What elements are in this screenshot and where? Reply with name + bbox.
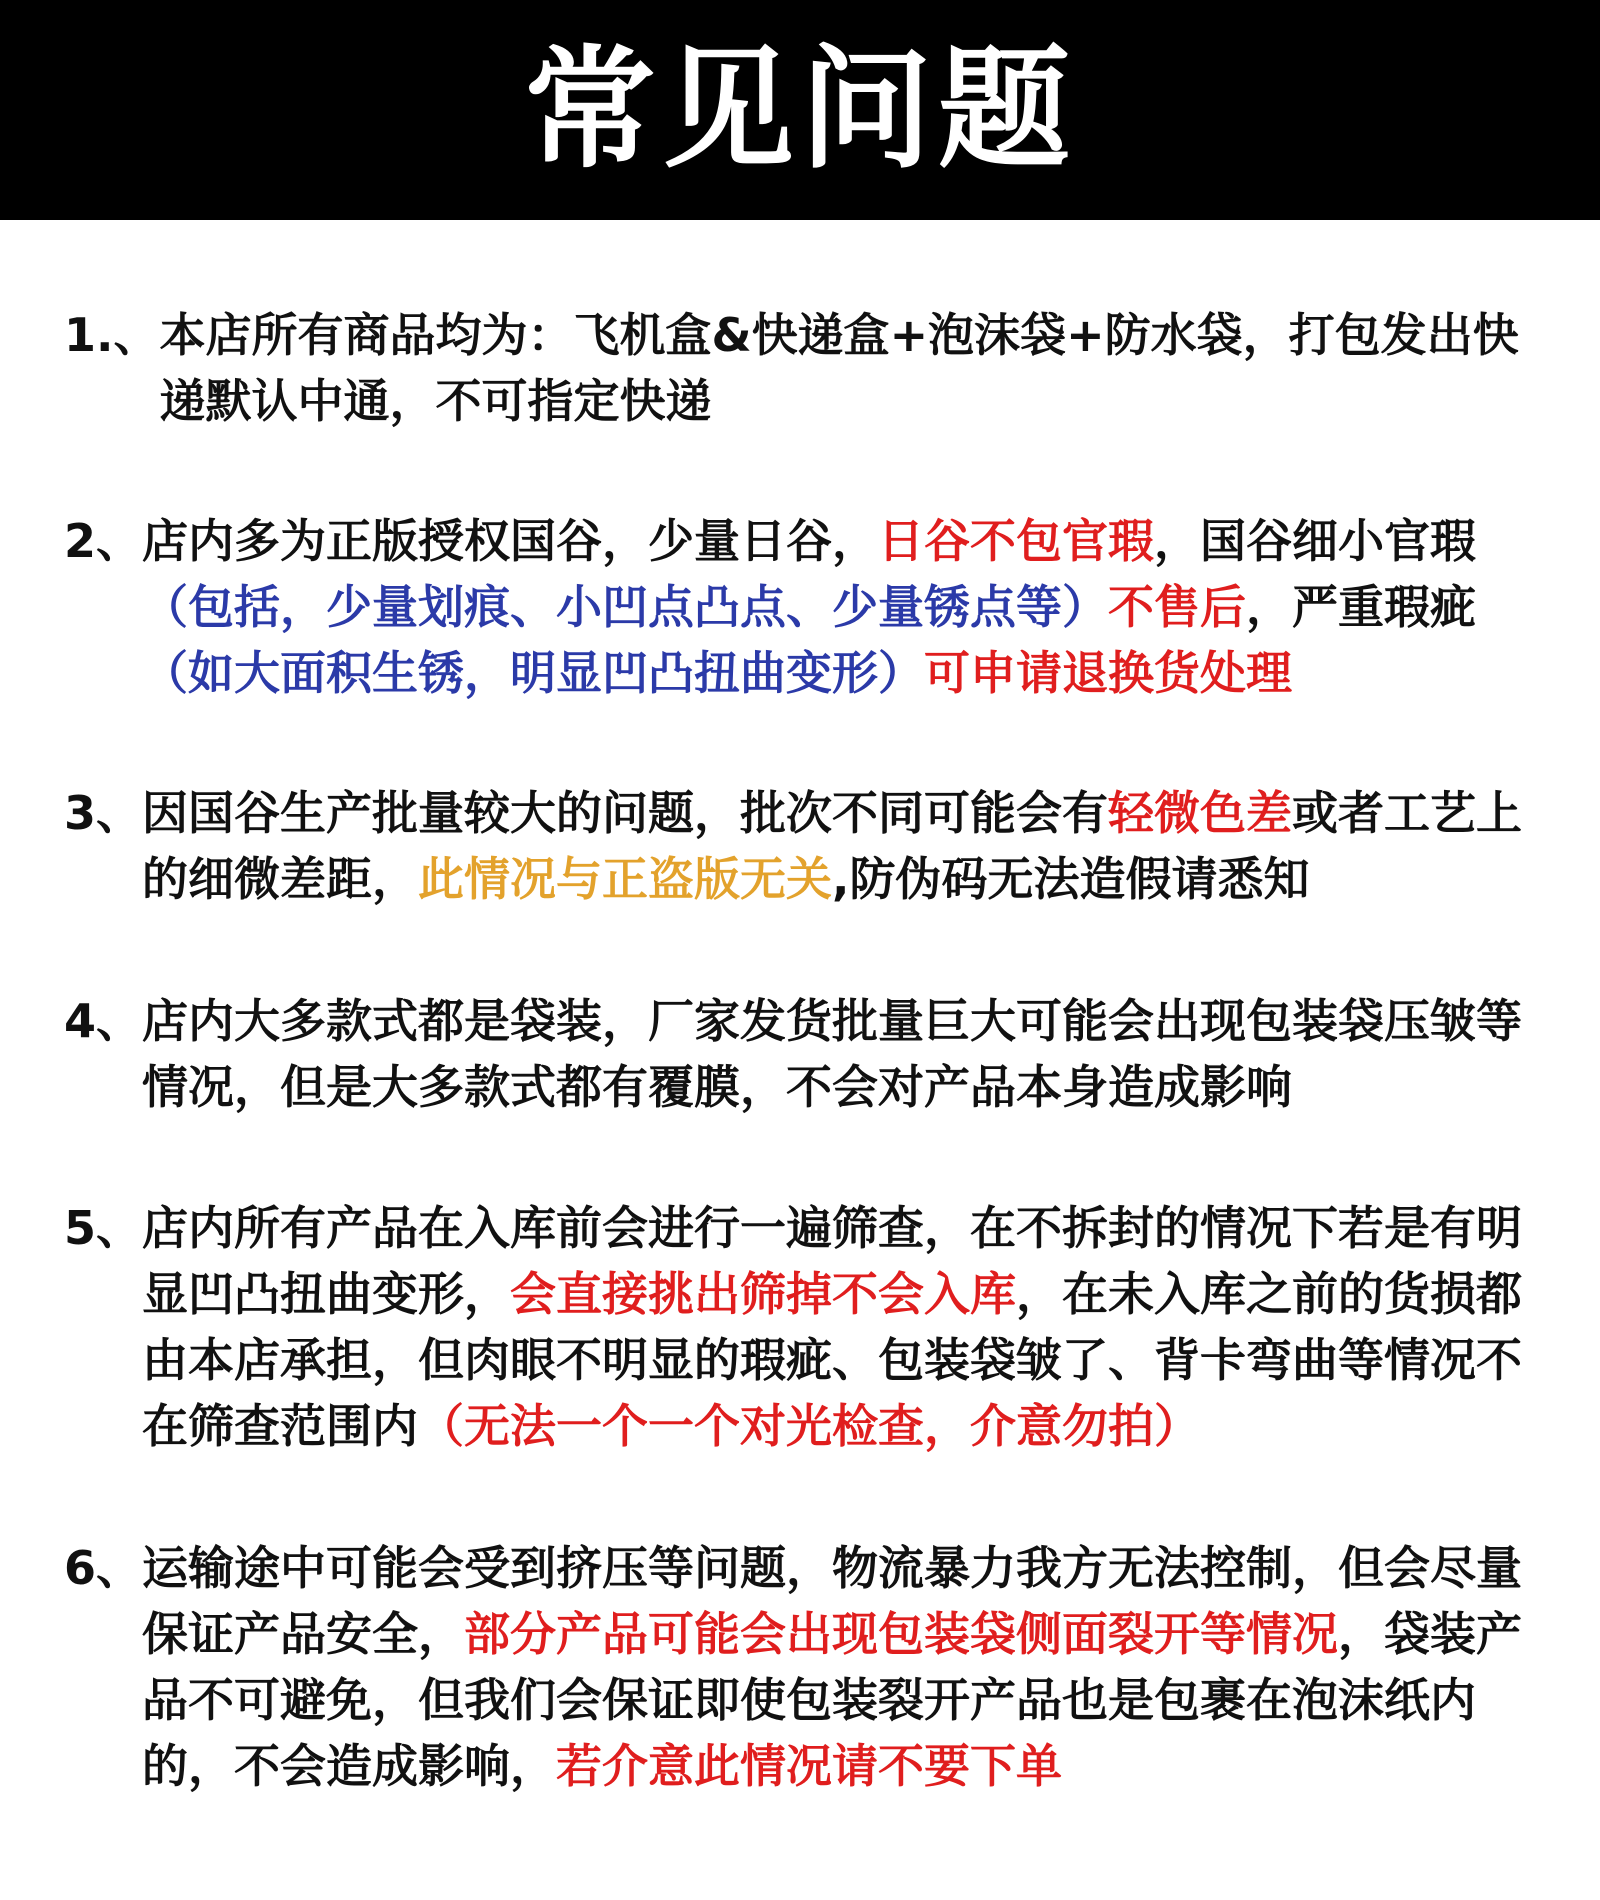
faq-segment-black: 运输途中可能会受到挤压等问题，物流暴力我方无法控制，但会尽量保证产品安全， xyxy=(142,1541,1523,1661)
faq-segment-black: ，国谷细小官瑕 xyxy=(1154,514,1477,568)
faq-item-2 xyxy=(64,508,1564,706)
faq-segment-black: 店内大多款式都是袋装，厂家发货批量巨大可能会出现包装袋压皱等情况，但是大多款式都有覆膜，不会对产品本身造成影响 xyxy=(142,994,1523,1114)
faq-segment-black: ，袋装产品不可避免，但我们会保证即使包装裂开产品也是包裹在泡沫纸内的，不会造成影响， xyxy=(142,1607,1523,1793)
faq-item-5 xyxy=(64,1195,1564,1459)
faq-item-3 xyxy=(64,780,1564,912)
faq-segment-red: 轻微色差 xyxy=(1108,786,1293,840)
faq-number: 5、 xyxy=(64,1201,143,1255)
faq-item-6 xyxy=(64,1535,1564,1799)
faq-segment-red: 日谷不包官瑕 xyxy=(878,514,1155,568)
faq-text xyxy=(142,988,1564,1120)
faq-number: 3、 xyxy=(64,786,143,840)
faq-segment-red: 若介意此情况请不要下单 xyxy=(556,1739,1063,1793)
faq-number: 6、 xyxy=(64,1541,143,1595)
faq-item-4 xyxy=(64,988,1564,1120)
faq-segment-black: 或者工艺上的细微差距， xyxy=(142,786,1523,906)
faq-text xyxy=(142,1195,1564,1459)
page-title: 常见问题 xyxy=(524,33,1076,187)
header-banner xyxy=(0,0,1600,220)
faq-segment-black: ，在未入库之前的货损都由本店承担，但肉眼不明显的瑕疵、包装袋皱了、背卡弯曲等情况不在筛查范围内 xyxy=(142,1267,1523,1453)
faq-segment-black: 本店所有商品均为：飞机盒&快递盒+泡沫袋+防水袋，打包发出快递默认中通，不可指定快递 xyxy=(159,308,1519,428)
faq-segment-red: 不售后 xyxy=(1108,580,1247,634)
faq-segment-red: 部分产品可能会出现包装袋侧面裂开等情况 xyxy=(464,1607,1339,1661)
faq-item-1 xyxy=(64,302,1564,434)
faq-segment-red: 可申请退换货处理 xyxy=(924,646,1293,700)
faq-segment-black: 店内所有产品在入库前会进行一遍筛查，在不拆封的情况下若是有明显凹凸扭曲变形， xyxy=(142,1201,1523,1321)
faq-text xyxy=(159,302,1564,434)
faq-segment-blue: （包括，少量划痕、小凹点凸点、少量锈点等） xyxy=(142,580,1109,634)
faq-text xyxy=(142,780,1564,912)
faq-segment-black: ，严重瑕疵 xyxy=(1246,580,1477,634)
faq-number: 1.、 xyxy=(64,308,160,362)
faq-list xyxy=(0,220,1600,1900)
faq-segment-red: 会直接挑出筛掉不会入库 xyxy=(510,1267,1017,1321)
faq-text xyxy=(142,508,1564,706)
faq-text xyxy=(142,1535,1564,1799)
faq-number: 2、 xyxy=(64,514,143,568)
faq-segment-black: 店内多为正版授权国谷，少量日谷， xyxy=(142,514,879,568)
faq-number: 4、 xyxy=(64,994,143,1048)
faq-segment-blue: （如大面积生锈，明显凹凸扭曲变形） xyxy=(142,646,925,700)
faq-segment-black: ,防伪码无法造假请悉知 xyxy=(832,852,1310,906)
faq-segment-orange: 此情况与正盗版无关 xyxy=(418,852,833,906)
faq-segment-black: 因国谷生产批量较大的问题，批次不同可能会有 xyxy=(142,786,1109,840)
faq-segment-red: （无法一个一个对光检查，介意勿拍） xyxy=(418,1399,1201,1453)
